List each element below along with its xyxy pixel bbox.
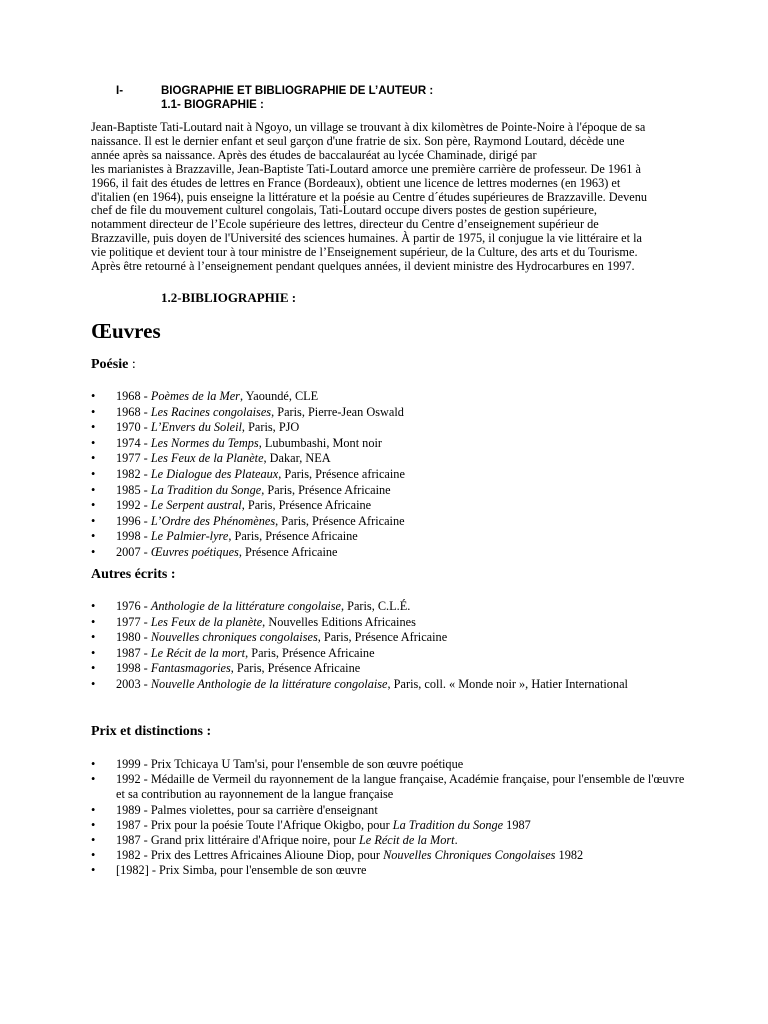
poesie-list-item: [91, 405, 691, 421]
item-details: , Paris, Présence Africaine: [317, 630, 448, 645]
item-text: 1974 -: [116, 435, 151, 450]
poesie-list-item: [91, 514, 691, 530]
bullet-icon: •: [91, 802, 96, 817]
poesie-list-item: [91, 420, 691, 436]
section-number: I-: [116, 85, 124, 97]
work-title: Nouvelles chroniques congolaises: [150, 630, 318, 645]
bullet-icon: •: [91, 599, 96, 613]
poesie-list-item: [91, 451, 691, 467]
work-title: Les Feux de la planète: [150, 614, 263, 629]
section-title: BIOGRAPHIE ET BIBLIOGRAPHIE DE L’AUTEUR :: [161, 85, 434, 97]
work-title: Poèmes de la Mer: [150, 389, 240, 403]
item-text: 1982 -: [116, 466, 151, 481]
work-title: Nouvelles Chroniques Congolaises: [383, 848, 556, 863]
autres-ecrits-list-item: [91, 630, 691, 646]
item-text: 1982 - Prix des Lettres Africaines Alioune Diop, pour: [116, 848, 384, 863]
biography-line: chef de file du mouvement culturel congolais, Tati-Loutard occupe divers postes de gestion supérieure,: [91, 203, 597, 218]
bullet-icon: •: [91, 630, 96, 645]
subsection-heading-biographie: 1.1- BIOGRAPHIE :: [161, 99, 264, 111]
item-text: 1998 -: [116, 661, 151, 676]
bullet-icon: •: [91, 404, 96, 419]
bullet-icon: •: [91, 772, 96, 787]
biography-line: Brazzaville, puis doyen de l'Université des sciences humaines. À partir de 1975, il conjugue la vie littéraire et la: [91, 231, 642, 246]
prix-list-item: [91, 863, 691, 878]
work-title: L’Envers du Soleil: [150, 420, 242, 435]
autres-ecrits-list-item: [91, 615, 691, 631]
poesie-list-item: [91, 467, 691, 483]
bullet-icon: •: [91, 817, 96, 832]
work-title: Fantasmagories: [150, 661, 231, 676]
biography-line: 1966, il fait des études de lettres en France (Bordeaux), obtient une licence de lettres modernes (en 1963) et: [91, 175, 621, 190]
work-title: Le Serpent austral: [150, 498, 242, 513]
item-details: , Présence Africaine: [238, 544, 338, 559]
biography-line: année après sa naissance. Après des études de baccalauréat au lycée Chaminade, dirigé par: [91, 147, 537, 162]
work-title: Le Palmier-lyre: [150, 529, 229, 544]
item-text: 1977 -: [116, 614, 151, 629]
item-text: 2003 -: [116, 676, 151, 691]
item-text: 1996 -: [116, 513, 151, 528]
bullet-icon: •: [91, 451, 96, 466]
poesie-list-item: [91, 389, 691, 405]
work-title: Le Dialogue des Plateaux: [150, 466, 279, 481]
work-title: L’Ordre des Phénomènes: [150, 513, 276, 528]
item-details: , Paris, Présence Africaine: [241, 498, 372, 513]
bullet-icon: •: [91, 848, 96, 863]
poesie-list-item: [91, 483, 691, 499]
item-details: , Paris, Présence Africaine: [275, 513, 405, 528]
bullet-icon: •: [91, 833, 96, 848]
bullet-icon: •: [91, 863, 96, 878]
bullet-icon: •: [91, 389, 96, 403]
item-details: .: [454, 833, 458, 848]
bullet-icon: •: [91, 513, 96, 528]
item-text: 1980 -: [116, 630, 151, 645]
bullet-icon: •: [91, 661, 96, 676]
item-details: , Paris, C.L.É.: [340, 599, 411, 613]
item-details: , Paris, Présence Africaine: [261, 482, 391, 497]
poesie-list-item: [91, 529, 691, 545]
item-text: 1999 - Prix Tchicaya U Tam'si, pour l'ensemble de son œuvre poétique: [116, 757, 464, 771]
item-text: 1968 -: [116, 389, 151, 403]
prix-list-item: [91, 803, 691, 818]
prix-list-item: [91, 818, 691, 833]
work-title: Anthologie de la littérature congolaise: [150, 599, 341, 613]
bullet-icon: •: [91, 420, 96, 435]
bullet-icon: •: [91, 498, 96, 513]
prix-list-item: [91, 833, 691, 848]
item-text: 1970 -: [116, 420, 151, 435]
item-details: , Yaoundé, CLE: [239, 389, 319, 403]
item-text: 1987 - Prix pour la poésie Toute l'Afrique Okigbo, pour: [116, 817, 393, 832]
biography-line: Après être retourné à l’enseignement pendant quelques années, il devient ministre des Hydrocarbures en 1997.: [91, 259, 635, 274]
item-text: 1992 - Médaille de Vermeil du rayonnement de la langue française, Académie française, pour l'ensemble de l'œuvre et sa contribution au rayonnement de la langue française: [116, 772, 685, 802]
prix-heading: Prix et distinctions :: [91, 724, 212, 739]
section-heading: [116, 84, 433, 98]
biography-line: naissance. Il est le dernier enfant et seul garçon d'une fratrie de six. Son père, Raymond Loutard, décède une: [91, 133, 625, 148]
poesie-list-item: [91, 498, 691, 514]
item-text: 1998 -: [116, 529, 151, 544]
biography-paragraph: [91, 121, 681, 274]
item-details: 1982: [555, 848, 584, 863]
autres-ecrits-heading: Autres écrits :: [91, 567, 176, 582]
poesie-list-item: [91, 436, 691, 452]
poesie-list-item: [91, 545, 691, 561]
subsection-heading-bibliographie: 1.2-BIBLIOGRAPHIE :: [161, 290, 297, 305]
work-title: Les Feux de la Planète: [150, 451, 264, 466]
bullet-icon: •: [91, 529, 96, 544]
autres-ecrits-list: [91, 599, 691, 693]
item-text: 1987 - Grand prix littéraire d'Afrique noire, pour: [116, 833, 359, 848]
bullet-icon: •: [91, 435, 96, 450]
biography-line: vie politique et devient tour à tour ministre de l’Enseignement supérieur, de la Culture, des arts et du Tourisme.: [91, 245, 638, 260]
item-details: , Paris, coll. « Monde noir », Hatier International: [387, 676, 628, 691]
item-text: 1985 -: [116, 482, 151, 497]
item-text: 1976 -: [116, 599, 151, 613]
item-details: , Paris, Présence Africaine: [230, 661, 361, 676]
work-title: Les Racines congolaises: [150, 404, 272, 419]
biography-line: notamment directeur de l’Ecole supérieure des lettres, directeur du Centre d’enseignement supérieur de: [91, 217, 599, 232]
autres-ecrits-list-item: [91, 677, 691, 693]
work-title: Les Normes du Temps: [150, 435, 259, 450]
bullet-icon: •: [91, 544, 96, 559]
item-text: 1989 - Palmes violettes, pour sa carrière d'enseignant: [116, 802, 378, 817]
item-text: 1992 -: [116, 498, 151, 513]
bullet-icon: •: [91, 645, 96, 660]
work-title: Le Récit de la Mort: [358, 833, 455, 848]
work-title: Œuvres poétiques: [150, 544, 239, 559]
item-details: , Nouvelles Editions Africaines: [262, 614, 416, 629]
item-text: 1968 -: [116, 404, 151, 419]
prix-list-item: [91, 757, 691, 772]
item-details: , Paris, Présence africaine: [278, 466, 405, 481]
item-text: 1977 -: [116, 451, 151, 466]
bullet-icon: •: [91, 466, 96, 481]
item-details: , Dakar, NEA: [263, 451, 331, 466]
work-title: La Tradition du Songe: [392, 817, 504, 832]
autres-ecrits-list-item: [91, 599, 691, 615]
item-text: [1982] - Prix Simba, pour l'ensemble de son œuvre: [116, 863, 367, 878]
poesie-heading-label: Poésie: [91, 357, 129, 372]
poesie-heading: [91, 357, 136, 373]
biography-line: les marianistes à Brazzaville, Jean-Baptiste Tati-Loutard amorce une première carrière de professeur. De 1961 à: [91, 161, 641, 176]
item-details: , Paris, Pierre-Jean Oswald: [271, 404, 404, 419]
prix-list: [91, 757, 691, 879]
bullet-icon: •: [91, 482, 96, 497]
autres-ecrits-list-item: [91, 646, 691, 662]
item-details: , Paris, PJO: [241, 420, 300, 435]
item-details: 1987: [503, 817, 531, 832]
biography-line: Jean-Baptiste Tati-Loutard nait à Ngoyo, un village se trouvant à dix kilomètres de Pointe-Noire à l'époque de sa: [91, 120, 646, 134]
work-title: Le Récit de la mort: [150, 645, 246, 660]
bullet-icon: •: [91, 757, 96, 771]
poesie-list: [91, 389, 691, 561]
poesie-heading-suffix: :: [128, 357, 136, 372]
bullet-icon: •: [91, 676, 96, 691]
prix-list-item: [91, 848, 691, 863]
item-details: , Paris, Présence Africaine: [228, 529, 358, 544]
biography-line: d'italien (en 1964), puis enseigne la littérature et la poésie au Centre d´études supérieures de Brazzaville. Devenu: [91, 189, 648, 204]
oeuvres-heading: Œuvres: [91, 319, 161, 343]
item-text: 1987 -: [116, 645, 151, 660]
bullet-icon: •: [91, 614, 96, 629]
prix-list-item: [91, 772, 691, 802]
work-title: La Tradition du Songe: [150, 482, 262, 497]
item-details: , Paris, Présence Africaine: [245, 645, 375, 660]
autres-ecrits-list-item: [91, 661, 691, 677]
work-title: Nouvelle Anthologie de la littérature congolaise: [150, 676, 388, 691]
item-details: , Lubumbashi, Mont noir: [258, 435, 382, 450]
item-text: 2007 -: [116, 544, 151, 559]
